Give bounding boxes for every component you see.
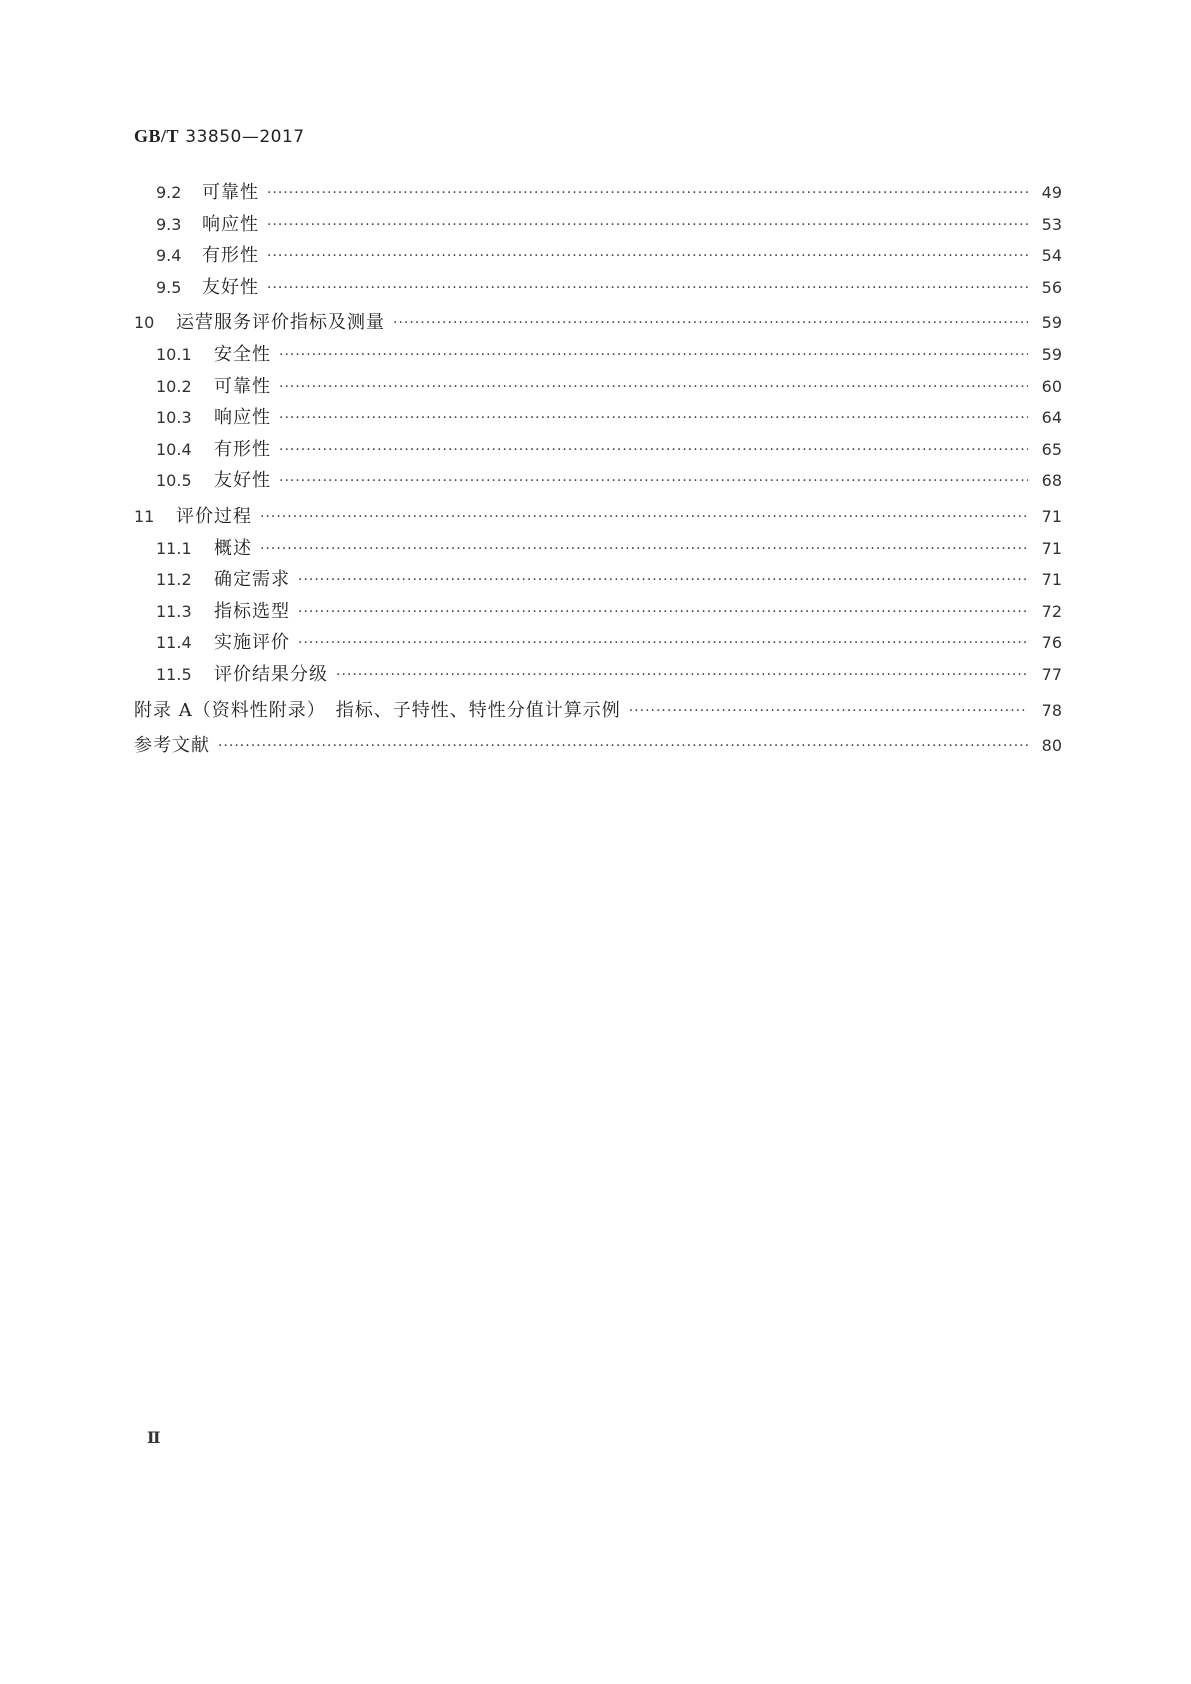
toc-page-number: 76 [1041, 633, 1062, 653]
standard-code: GB/T [134, 126, 180, 146]
toc-page-number: 53 [1041, 214, 1062, 234]
toc-entry-11-1[interactable] [134, 534, 1062, 566]
toc-page-number: 59 [1041, 313, 1062, 333]
toc-section-title: 概述 [214, 537, 252, 559]
standard-number: 33850—2017 [185, 127, 305, 147]
toc-dot-leader [393, 315, 1028, 331]
toc-section-number: 11.3 [156, 601, 192, 621]
toc-entry-9-3[interactable] [134, 210, 1062, 242]
toc-page-number: 64 [1041, 408, 1062, 428]
toc-section-number: 10.5 [156, 471, 192, 491]
toc-dot-leader [267, 280, 1028, 296]
toc-section-title: 友好性 [214, 470, 271, 492]
toc-page-number: 68 [1041, 471, 1062, 491]
toc-section-title: 运营服务评价指标及测量 [176, 312, 385, 334]
toc-entry-11-5[interactable] [134, 660, 1062, 692]
toc-section-number: 9.5 [156, 277, 182, 297]
toc-section-title: 友好性 [202, 276, 259, 298]
toc-entry-11[interactable] [134, 502, 1062, 534]
toc-dot-leader [267, 217, 1028, 233]
toc-dot-leader [298, 572, 1028, 588]
table-of-contents [134, 178, 1062, 763]
toc-page-number: 78 [1041, 700, 1062, 720]
toc-section-title: 附录 A（资料性附录） 指标、子特性、特性分值计算示例 [134, 699, 621, 721]
toc-section-number: 11 [134, 506, 155, 526]
toc-dot-leader [279, 379, 1028, 395]
toc-section-title: 响应性 [202, 213, 259, 235]
toc-section-number: 9.2 [156, 183, 182, 202]
toc-dot-leader [260, 541, 1028, 557]
toc-page-number: 71 [1041, 538, 1062, 558]
document-header [134, 126, 305, 147]
toc-page-number: 77 [1041, 664, 1062, 684]
toc-section-title: 参考文献 [134, 735, 210, 757]
toc-entry-9-5[interactable] [134, 273, 1062, 305]
toc-dot-leader [279, 473, 1028, 489]
toc-entry-10[interactable] [134, 308, 1062, 340]
toc-section-title: 有形性 [214, 438, 271, 460]
toc-section-number: 10.4 [156, 439, 192, 459]
toc-entry-10-5[interactable] [134, 466, 1062, 498]
toc-entry-9-4[interactable] [134, 241, 1062, 273]
toc-section-title: 评价结果分级 [214, 663, 328, 685]
toc-entry-10-1[interactable] [134, 340, 1062, 372]
toc-section-title: 可靠性 [202, 182, 259, 203]
toc-entry-references[interactable] [134, 731, 1062, 763]
toc-page-number: 80 [1041, 736, 1062, 756]
toc-page-number: 54 [1041, 246, 1062, 266]
toc-entry-10-4[interactable] [134, 435, 1062, 467]
toc-dot-leader [279, 410, 1028, 426]
toc-entry-10-2[interactable] [134, 372, 1062, 404]
toc-dot-leader [298, 604, 1028, 620]
toc-section-number: 11.5 [156, 664, 192, 684]
toc-page-number: 59 [1041, 344, 1062, 364]
toc-section-number: 11.4 [156, 633, 192, 653]
toc-dot-leader [260, 509, 1028, 525]
toc-entry-11-2[interactable] [134, 565, 1062, 597]
toc-dot-leader [298, 635, 1028, 651]
toc-section-number: 10.2 [156, 376, 192, 396]
toc-section-number: 11.1 [156, 538, 192, 558]
toc-dot-leader [336, 667, 1028, 683]
toc-page-number: 71 [1041, 506, 1062, 526]
toc-section-title: 确定需求 [214, 569, 290, 591]
toc-entry-appendix-a[interactable] [134, 696, 1062, 728]
toc-section-title: 有形性 [202, 245, 259, 267]
toc-section-number: 11.2 [156, 570, 192, 590]
toc-section-number: 9.4 [156, 246, 182, 266]
toc-section-title: 可靠性 [214, 375, 271, 397]
toc-entry-11-4[interactable] [134, 628, 1062, 660]
toc-section-title: 实施评价 [214, 632, 290, 654]
toc-section-title: 评价过程 [176, 505, 252, 527]
toc-page-number: 72 [1041, 601, 1062, 621]
toc-page-number: 56 [1041, 277, 1062, 297]
toc-section-number: 10.1 [156, 344, 192, 364]
toc-section-number: 10 [134, 313, 155, 333]
toc-dot-leader [267, 248, 1028, 264]
toc-page-number: 60 [1041, 376, 1062, 396]
toc-page-number: 71 [1041, 570, 1062, 590]
toc-dot-leader [279, 347, 1028, 363]
toc-dot-leader [267, 185, 1028, 201]
toc-entry-9-2[interactable] [134, 178, 1062, 210]
toc-page-number: 65 [1041, 439, 1062, 459]
toc-entry-10-3[interactable] [134, 403, 1062, 435]
toc-section-number: 10.3 [156, 408, 192, 428]
toc-section-title: 安全性 [214, 343, 271, 365]
toc-entry-11-3[interactable] [134, 597, 1062, 629]
toc-section-title: 响应性 [214, 407, 271, 429]
toc-section-title: 指标选型 [214, 600, 290, 622]
toc-dot-leader [629, 703, 1028, 719]
toc-page-number: 49 [1041, 183, 1062, 202]
toc-dot-leader [279, 442, 1028, 458]
toc-dot-leader [218, 738, 1028, 754]
toc-section-number: 9.3 [156, 214, 182, 234]
page-number-footer: Ⅱ [147, 1428, 161, 1447]
